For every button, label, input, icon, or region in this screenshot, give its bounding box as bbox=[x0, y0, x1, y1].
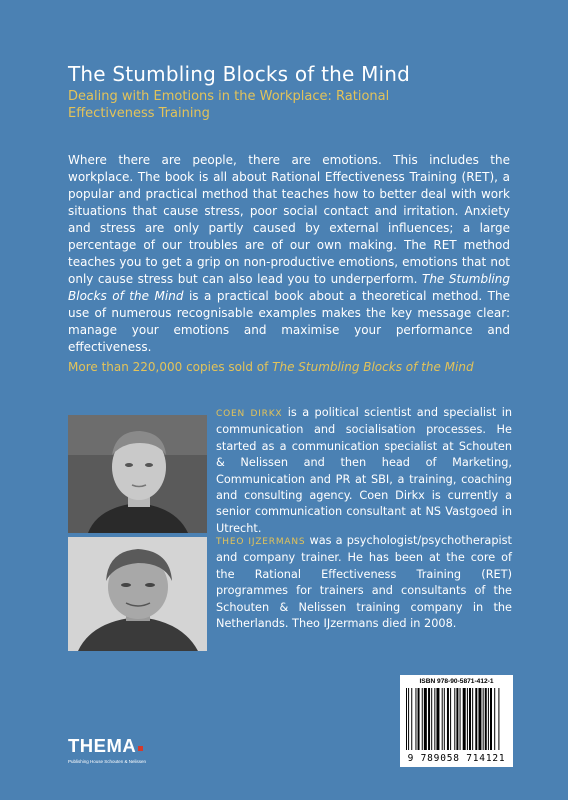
author-bio-theo-ijzermans bbox=[216, 533, 512, 632]
sales-line bbox=[68, 359, 474, 375]
publisher-tagline: Publishing House Schouten & Nelissen bbox=[68, 759, 147, 764]
publisher-wordmark bbox=[68, 736, 218, 756]
author-name-coen-dirkx: COEN DIRKX bbox=[216, 409, 283, 419]
sales-book-title: The Stumbling Blocks of the Mind bbox=[272, 360, 474, 374]
barcode-bars bbox=[406, 688, 507, 750]
blurb-book-title: The Stumbling Blocks of the Mind bbox=[68, 272, 510, 303]
blurb-paragraph bbox=[68, 152, 510, 356]
blurb-text-end: is a practical book about a theoretical method. The use of numerous recognisable examples makes the key message clear: manage your emotions and maximise your performance and effectiveness. bbox=[68, 289, 510, 354]
blurb-text: Where there are people, there are emotions. This includes the workplace. The book is all about Rational Effectiveness Training (RET), a popular and practical method that teaches how to better deal with work situations that cause stress, poor social contact and irritation. Anxiety and stress are only partly caused by external influences; a large percentage of our troubles are of our own making. The RET method teaches you to get a grip on non-productive emotions, emotions that not only cause stress but can also lead you to underperform. bbox=[68, 153, 510, 286]
publisher-logo bbox=[68, 736, 218, 765]
book-title: The Stumbling Blocks of the Mind bbox=[68, 62, 411, 86]
book-subtitle: Dealing with Emotions in the Workplace: Rational Effectiveness Training bbox=[68, 89, 390, 121]
isbn-barcode bbox=[400, 675, 513, 767]
author-bio-coen-dirkx bbox=[216, 405, 512, 537]
barcode-digits: 9 789058 714121 bbox=[407, 753, 506, 764]
publisher-name: THEMA bbox=[68, 735, 137, 756]
sales-prefix: More than 220,000 copies sold of bbox=[68, 360, 273, 374]
author-photo-coen-dirkx bbox=[68, 415, 207, 533]
author-photo-theo-ijzermans bbox=[68, 537, 207, 651]
logo-dot-icon bbox=[138, 746, 143, 751]
isbn-number: ISBN 978-90-5871-412-1 bbox=[419, 678, 494, 685]
author-bio-text: was a psychologist/psychotherapist and company trainer. He has been at the core of the Rational Effectiveness Training (RET) programmes for trainers and consultants of the Schouten & Nelissen training company in the Netherlands. Theo IJzermans died in 2008. bbox=[216, 534, 512, 631]
author-bio-text: is a political scientist and specialist in communication and socialisation processes. He started as a communication specialist at Schouten & Nelissen and then head of Marketing, Communication and PR at SBI, a training, coaching and consulting agency. Coen Dirkx is currently a senior communication consultant at NS Vastgoed in Utrecht. bbox=[216, 406, 512, 535]
author-name-theo-ijzermans: THEO IJZERMANS bbox=[216, 537, 306, 547]
